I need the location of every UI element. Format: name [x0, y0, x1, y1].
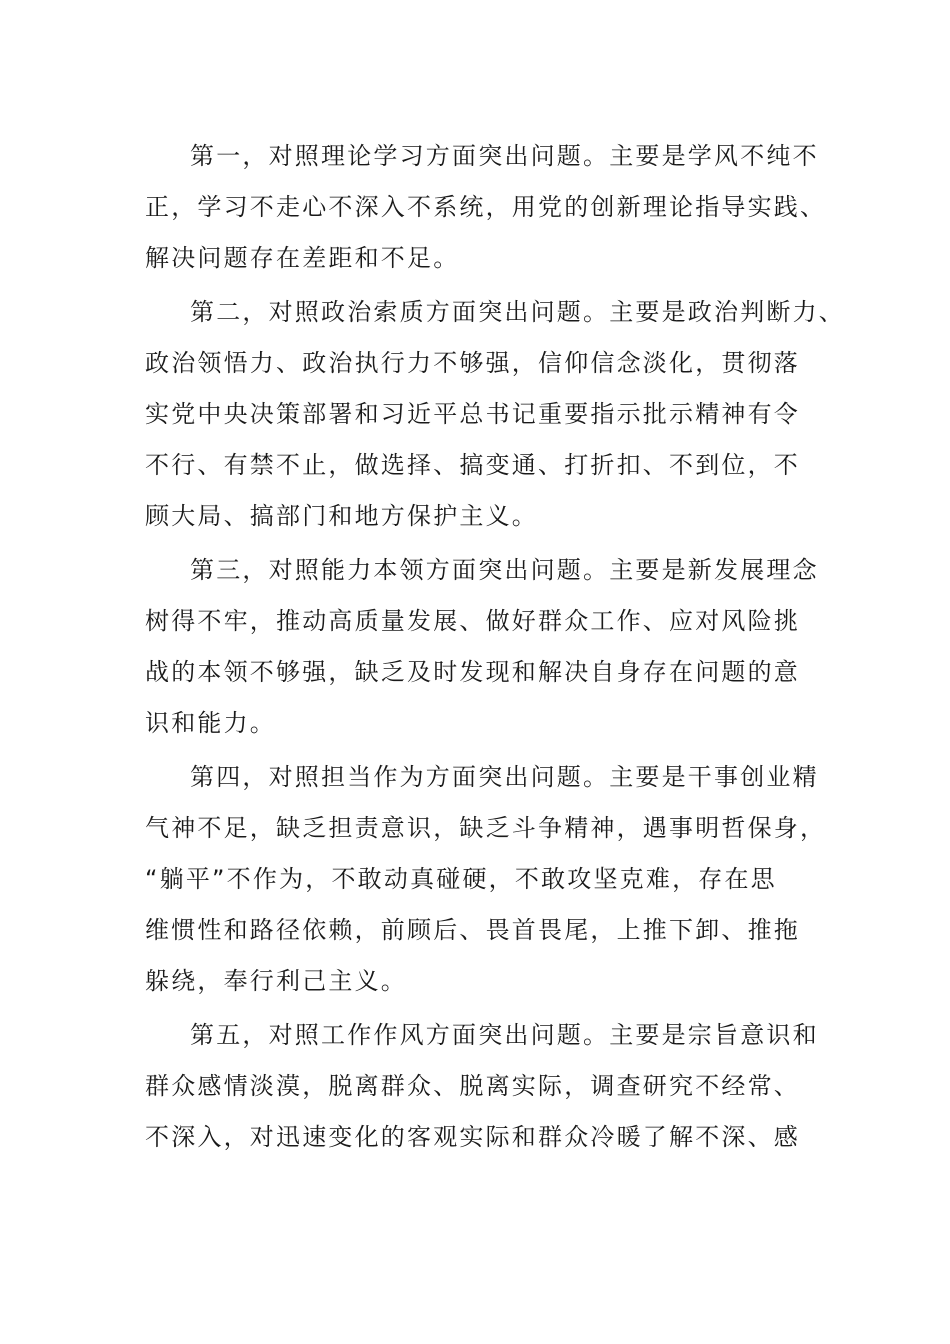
text-line: 气神不足，缺乏担责意识，缺乏斗争精神，遇事明哲保身，	[145, 814, 827, 842]
text-line: 树得不牢，推动高质量发展、做好群众工作、应对风险挑	[145, 607, 800, 635]
text-line: “躺平”不作为，不敢动真碰硬，不敢攻坚克难，存在思	[145, 865, 777, 893]
paragraph-1	[145, 131, 825, 284]
text-line: 实党中央决策部署和习近平总书记重要指示批示精神有令	[145, 400, 800, 428]
text-line: 正，学习不走心不深入不系统，用党的创新理论指导实践、	[145, 193, 827, 221]
text-line: 群众感情淡漠，脱离群众、脱离实际，调查研究不经常、	[145, 1072, 800, 1100]
text-line: 不行、有禁不止，做选择、搞变通、打折扣、不到位，不	[145, 451, 800, 479]
text-line: 顾大局、搞部门和地方保护主义。	[145, 502, 538, 530]
paragraph-4	[145, 752, 825, 1007]
document-body	[145, 131, 845, 1166]
text-line: 第一，对照理论学习方面突出问题。主要是学风不纯不	[190, 142, 819, 170]
text-line: 第三，对照能力本领方面突出问题。主要是新发展理念	[190, 556, 819, 584]
text-line: 第四，对照担当作为方面突出问题。主要是干事创业精	[190, 763, 819, 791]
paragraph-2	[145, 287, 845, 542]
text-line: 维惯性和路径依赖，前顾后、畏首畏尾，上推下卸、推拖	[145, 916, 800, 944]
paragraph-5	[145, 1010, 825, 1163]
text-line: 政治领悟力、政治执行力不够强，信仰信念淡化，贯彻落	[145, 349, 800, 377]
text-line: 躲绕，奉行利己主义。	[145, 967, 407, 995]
text-line: 第二，对照政治索质方面突出问题。主要是政治判断力、	[190, 298, 845, 326]
text-line: 识和能力。	[145, 709, 276, 737]
text-line: 战的本领不够强，缺乏及时发现和解决自身存在问题的意	[145, 658, 800, 686]
text-line: 不深入，对迅速变化的客观实际和群众冷暖了解不深、感	[145, 1123, 800, 1151]
text-line: 解决问题存在差距和不足。	[145, 244, 460, 272]
text-line: 第五，对照工作作风方面突出问题。主要是宗旨意识和	[190, 1021, 819, 1049]
paragraph-3	[145, 545, 825, 749]
